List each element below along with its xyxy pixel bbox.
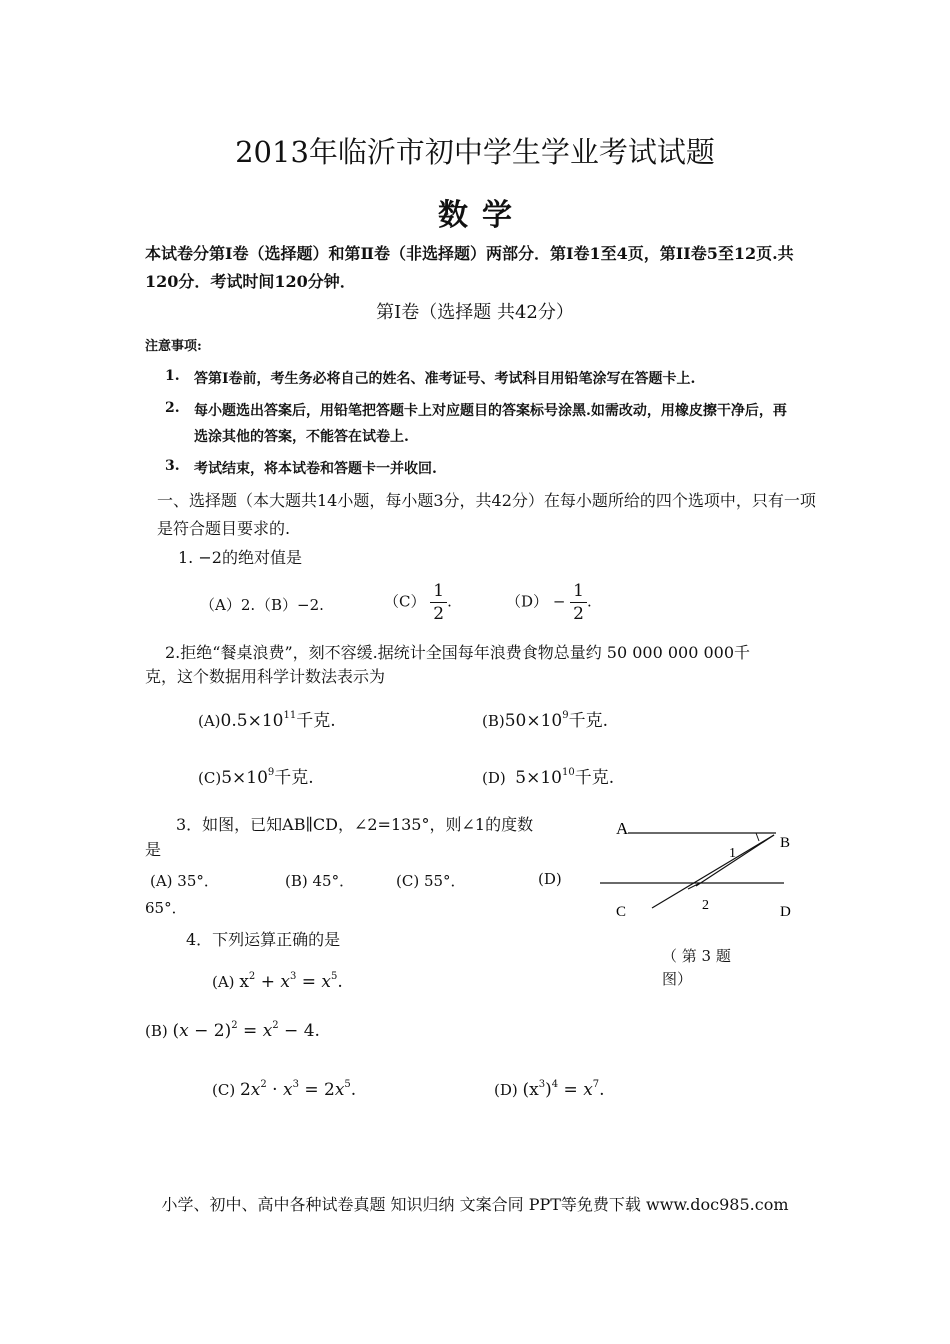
- notes-heading: 注意事项:: [145, 339, 202, 354]
- period: .: [587, 592, 592, 611]
- option-label: （C）: [384, 592, 426, 611]
- option-label: (B): [145, 1022, 168, 1040]
- parallel-lines-diagram: [596, 812, 816, 927]
- q2-option-d: [482, 763, 614, 788]
- fraction-denominator: 2: [433, 604, 445, 624]
- label-d: D: [780, 904, 791, 920]
- question-2-line2: 克，这个数据用科学计数法表示为: [145, 667, 386, 686]
- question-3-line1: 3．如图，已知AB∥CD，∠2=135°，则∠1的度数: [176, 815, 534, 834]
- unit: 千克.: [568, 711, 609, 731]
- q3-option-c: (C) 55°．: [396, 872, 466, 890]
- q4-option-a: [212, 972, 343, 992]
- label-a: A: [616, 819, 629, 838]
- q2-option-c: [198, 763, 314, 788]
- fraction: [570, 580, 587, 625]
- exponent: 9: [562, 710, 569, 721]
- q3-option-a: (A) 35°．: [150, 872, 219, 890]
- question-2-line1: 2.拒绝“餐桌浪费”，刻不容缓.据统计全国每年浪费食物总量约 50 000 000 000千: [165, 643, 751, 662]
- transversal: [652, 835, 774, 908]
- subject-title: 数学: [438, 198, 526, 233]
- label-angle-2: 2: [702, 898, 709, 913]
- math-expression: $(x - 2)^2 = x^2 - 4$.: [172, 1020, 320, 1041]
- option-label: (B): [482, 712, 505, 730]
- option-label: (D): [494, 1081, 518, 1099]
- q3-option-d-value: 65°．: [145, 899, 187, 917]
- exponent: 10: [561, 767, 575, 778]
- q2-option-a: [198, 706, 336, 731]
- minus-sign: −: [552, 592, 566, 611]
- label-c: C: [616, 904, 627, 920]
- q3-option-d: (D): [538, 870, 562, 888]
- fraction-denominator: 2: [573, 604, 584, 624]
- note-text: 考试结束，将本试卷和答题卡一并收回.: [194, 461, 437, 477]
- unit: 千克.: [296, 711, 336, 731]
- q4-option-c: [212, 1080, 356, 1100]
- math-base: 50×10: [504, 711, 563, 731]
- note-number: 1.: [165, 368, 180, 384]
- question-1-stem: 1. −2的绝对值是: [178, 548, 302, 567]
- period: .: [447, 592, 452, 611]
- label-angle-1: 1: [729, 846, 736, 861]
- exponent: 9: [267, 767, 275, 778]
- note-number: 3.: [165, 458, 180, 474]
- note-number: 2.: [165, 400, 180, 416]
- q4-option-b: [145, 1021, 320, 1041]
- option-label: (C): [212, 1081, 236, 1099]
- q1-option-a: （A）2.: [200, 596, 256, 614]
- math-base: 5×10: [221, 768, 268, 788]
- figure-caption-line2: 图）: [662, 970, 693, 988]
- unit: 千克.: [274, 768, 314, 788]
- option-label: (A): [198, 712, 221, 730]
- unit: 千克.: [574, 768, 615, 788]
- math-base: 5×10: [515, 768, 562, 788]
- q1-option-d: [506, 580, 592, 625]
- exam-title: 2013年临沂市初中学生学业考试试题: [235, 135, 715, 169]
- math-expression: $2x^2 \cdot x^3 = 2x^5$.: [239, 1079, 357, 1100]
- math-base: 0.5×10: [220, 711, 284, 731]
- figure-caption-line1: （ 第 3 题: [662, 947, 731, 965]
- q3-option-b: (B) 45°．: [285, 872, 355, 890]
- q1-option-c: [384, 580, 452, 625]
- q4-option-d: [494, 1080, 605, 1100]
- math-expression: $(x^3)^4 = x^7$.: [522, 1079, 605, 1100]
- exponent: 11: [283, 710, 297, 721]
- fraction-numerator: 1: [570, 580, 587, 603]
- part1-title: 第Ⅰ卷（选择题 共42分）: [376, 302, 574, 323]
- fraction-numerator: 1: [430, 580, 447, 603]
- option-label: (A): [212, 973, 235, 991]
- section-instructions: 一、选择题（本大题共14小题，每小题3分，共42分）在每小题所给的四个选项中，只有一项是符合题目要求的.: [157, 491, 816, 538]
- angle-1-mark: [756, 833, 759, 841]
- q2-option-b: [482, 706, 608, 731]
- note-text: 每小题选出答案后，用铅笔把答题卡上对应题目的答案标号涂黑.如需改动，用橡皮擦干净后，再: [194, 403, 787, 419]
- option-label: （D）: [506, 592, 549, 611]
- math-expression: $x^2 + x^3 = x^5$.: [239, 971, 343, 992]
- page-footer: 小学、初中、高中各种试卷真题 知识归纳 文案合同 PPT等免费下载 www.doc985.com: [161, 1195, 789, 1214]
- question-4-stem: 4．下列运算正确的是: [186, 930, 341, 949]
- q1-option-b: （B）−2.: [256, 596, 324, 614]
- label-b: B: [780, 835, 791, 851]
- fraction: [430, 580, 447, 625]
- option-label: (C): [198, 769, 222, 787]
- note-text: 答第Ⅰ卷前，考生务必将自己的姓名、准考证号、考试科目用铅笔涂写在答题卡上.: [194, 371, 696, 387]
- option-label: (D): [482, 769, 506, 787]
- question-3-line2: 是: [145, 840, 162, 859]
- exam-intro: 本试卷分第Ⅰ卷（选择题）和第Ⅱ卷（非选择题）两部分．第Ⅰ卷1至4页，第II卷5至12页.共120分．考试时间120分钟．: [145, 244, 794, 291]
- note-text: 选涂其他的答案，不能答在试卷上.: [194, 429, 409, 445]
